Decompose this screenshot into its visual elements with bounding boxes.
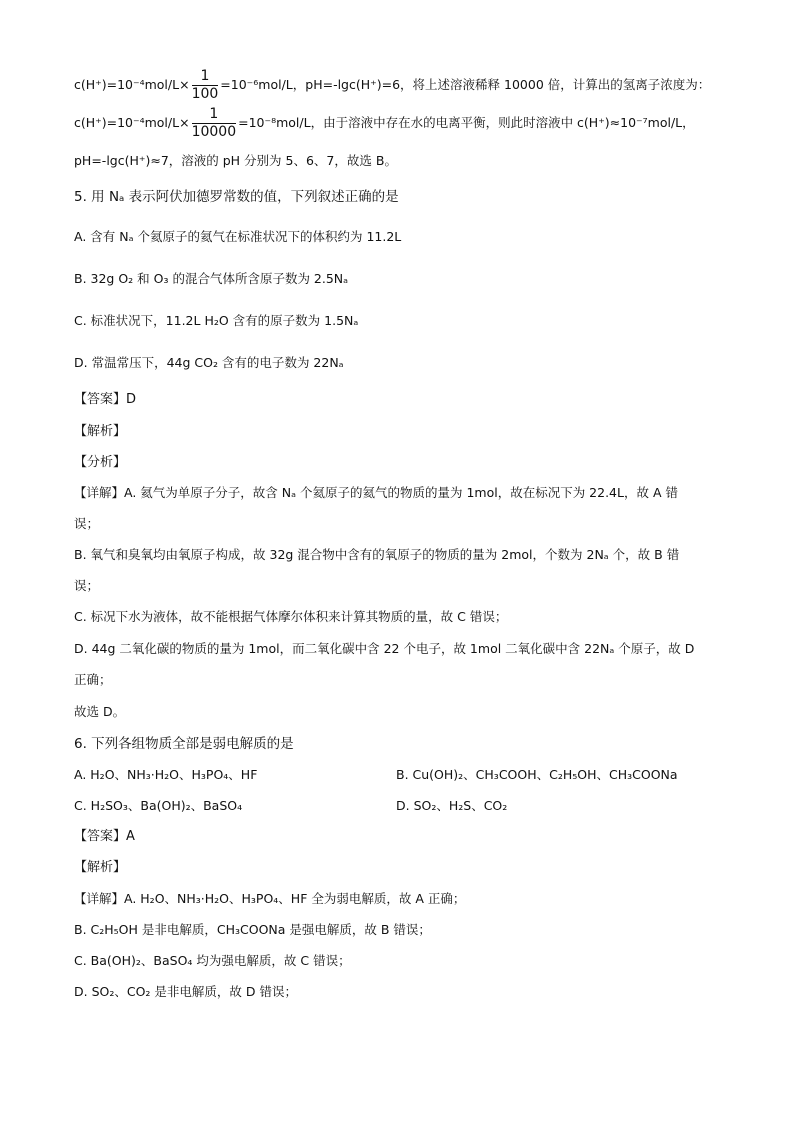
q5-detail-line: 【详解】A. 氦气为单原子分子，故含 Nₐ 个氦原子的氦气的物质的量为 1mol，故在标况下为 22.4L，故 A 错	[74, 485, 678, 500]
q5-option-a: A. 含有 Nₐ 个氦原子的氦气在标准状况下的体积约为 11.2L	[74, 229, 402, 244]
fraction-1-100: $\frac{1}{100}$	[191, 68, 219, 102]
q5-fenxi-label: 【分析】	[74, 455, 127, 470]
q6-option-a: A. H₂O、NH₃·H₂O、H₃PO₄、HF	[74, 767, 258, 782]
q5-detail-line: D. 44g 二氧化碳的物质的量为 1mol，而二氧化碳中含 22 个电子，故 1mol 二氧化碳中含 22Nₐ 个原子，故 D	[74, 641, 695, 656]
calc-line-3: pH=-lgc(H⁺)≈7，溶液的 pH 分别为 5、6、7，故选 B。	[74, 153, 397, 168]
q6-detail-line: D. SO₂、CO₂ 是非电解质，故 D 错误；	[74, 984, 297, 999]
calc-1-prefix: c(H⁺)=10⁻⁴mol/L×	[74, 77, 190, 92]
q6-option-c: C. H₂SO₃、Ba(OH)₂、BaSO₄	[74, 798, 243, 813]
q5-detail-line: B. 氧气和臭氧均由氧原子构成，故 32g 混合物中含有的氧原子的物质的量为 2mol，个数为 2Nₐ 个，故 B 错	[74, 547, 680, 562]
calc-2-prefix: c(H⁺)=10⁻⁴mol/L×	[74, 115, 190, 130]
fraction-1-10000: $\frac{1}{10000}$	[191, 106, 237, 140]
q6-option-b: B. Cu(OH)₂、CH₃COOH、C₂H₅OH、CH₃COONa	[396, 767, 678, 782]
calc-line-1	[74, 68, 710, 103]
q5-detail-line: 误；	[74, 516, 100, 531]
q6-analysis-label: 【解析】	[74, 860, 127, 875]
q6-answer: 【答案】A	[74, 829, 135, 844]
q5-detail-line: 误；	[74, 578, 100, 593]
q6-detail-line: C. Ba(OH)₂、BaSO₄ 均为强电解质，故 C 错误；	[74, 953, 351, 968]
q6-stem: 6. 下列各组物质全部是弱电解质的是	[74, 736, 294, 752]
q5-stem: 5. 用 Nₐ 表示阿伏加德罗常数的值，下列叙述正确的是	[74, 189, 399, 205]
q6-option-d: D. SO₂、H₂S、CO₂	[396, 798, 508, 813]
q5-detail-line: 故选 D。	[74, 704, 126, 719]
q6-detail-line: 【详解】A. H₂O、NH₃·H₂O、H₃PO₄、HF 全为弱电解质，故 A 正确；	[74, 891, 466, 906]
calc-line-2	[74, 106, 695, 141]
calc-1-suffix: =10⁻⁶mol/L，pH=-lgc(H⁺)=6，将上述溶液稀释 10000 倍，计算出的氢离子浓度为：	[220, 77, 711, 92]
calc-2-suffix: =10⁻⁸mol/L，由于溶液中存在水的电离平衡，则此时溶液中 c(H⁺)≈10⁻⁷mol/L，	[238, 115, 695, 130]
q5-option-c: C. 标准状况下，11.2L H₂O 含有的原子数为 1.5Nₐ	[74, 313, 359, 328]
q5-detail-line: 正确；	[74, 672, 112, 687]
q6-detail-line: B. C₂H₅OH 是非电解质，CH₃COONa 是强电解质，故 B 错误；	[74, 922, 431, 937]
q5-answer: 【答案】D	[74, 392, 137, 407]
q5-analysis-label: 【解析】	[74, 424, 127, 439]
q5-option-b: B. 32g O₂ 和 O₃ 的混合气体所含原子数为 2.5Nₐ	[74, 271, 349, 286]
q5-option-d: D. 常温常压下，44g CO₂ 含有的电子数为 22Nₐ	[74, 355, 344, 370]
q5-detail-line: C. 标况下水为液体，故不能根据气体摩尔体积来计算其物质的量，故 C 错误；	[74, 609, 508, 624]
